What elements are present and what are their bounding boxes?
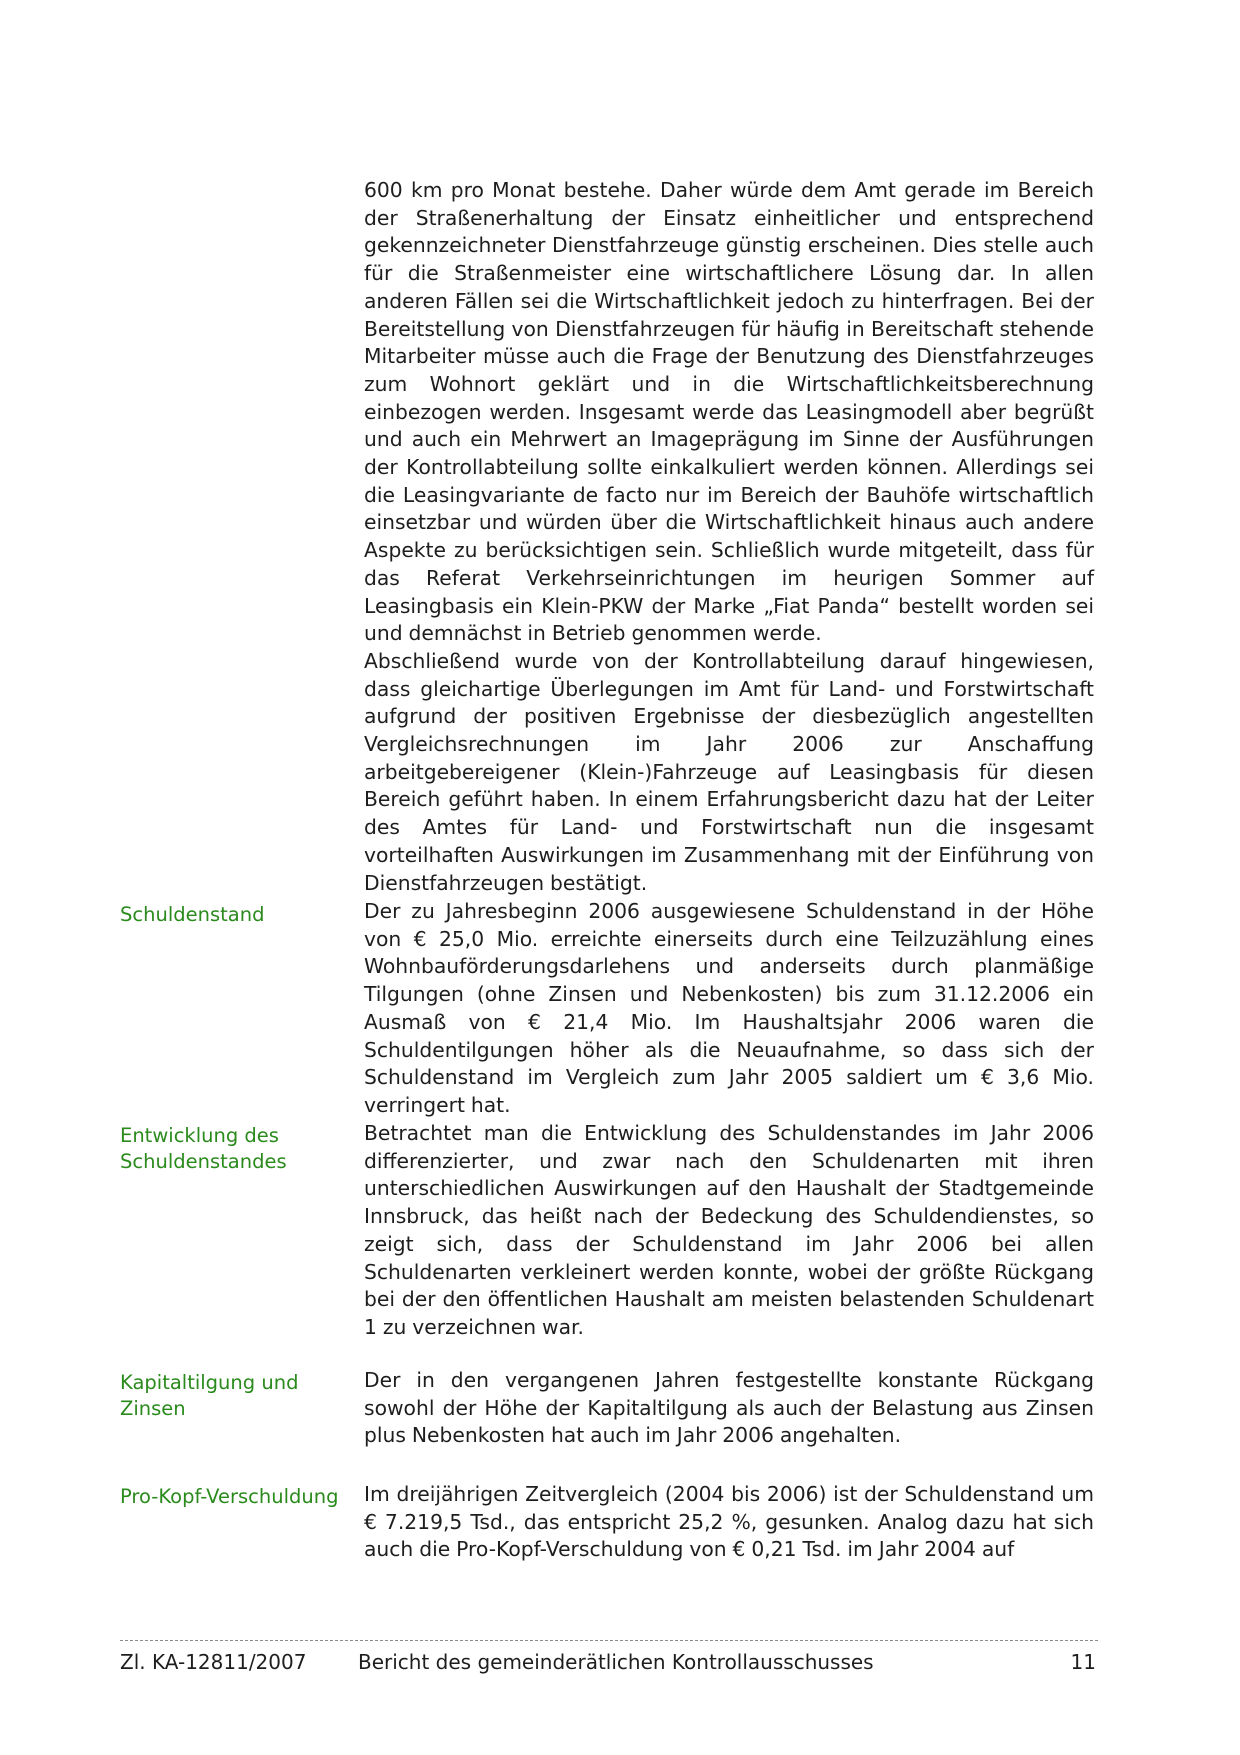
section-paragraph: Betrachtet man die Entwicklung des Schuldenstandes im Jahr 2006 differenzierter, und zwar nach den Schuldenarten mit ihren unterschiedlichen Auswirkungen auf den Haushalt der Stadtgemeinde Innsbruck, das heißt nach der Bedeckung des Schuldendienstes, so zeigt sich, dass der Schuldenstand im Jahr 2006 bei allen Schuldenarten verkleinert werden konnte, wobei der größte Rückgang bei der den öffentlichen Haushalt am meisten belastenden Schuldenart 1 zu verzeichnen war. [364, 1121, 1094, 1339]
footer-reference: Zl. KA-12811/2007 [120, 1650, 307, 1674]
section-paragraph: Der zu Jahresbeginn 2006 ausgewiesene Schuldenstand in der Höhe von € 25,0 Mio. erreichte einerseits durch eine Teilzuzählung eines Wohnbauförderungsdarlehens und anderseits durch planmäßige Tilgungen (ohne Zinsen und Nebenkosten) bis zum 31.12.2006 ein Ausmaß von € 21,4 Mio. Im Haushaltsjahr 2006 waren die Schuldentilgungen höher als die Neuaufnahme, so dass sich der Schuldenstand im Vergleich zum Jahr 2005 saldiert um € 3,6 Mio. verringert hat. [364, 899, 1094, 1117]
margin-label-line: Schuldenstandes [120, 1149, 287, 1173]
margin-label-line: Pro-Kopf-Verschuldung [120, 1485, 339, 1508]
margin-label-line: Zinsen [120, 1396, 186, 1420]
section-entwicklung-text [364, 1120, 1094, 1342]
section-paragraph: Im dreijährigen Zeitvergleich (2004 bis 2006) ist der Schuldenstand um € 7.219,5 Tsd., das entspricht 25,2 %, gesunken. Analog dazu hat sich auch die Pro-Kopf-Verschuldung von € 0,21 Tsd. im Jahr 2004 auf [364, 1482, 1094, 1562]
margin-label-line: Entwicklung des [120, 1124, 279, 1147]
section-schuldenstand-text [364, 898, 1094, 1120]
footer-title: Bericht des gemeinderätlichen Kontrollausschusses [358, 1650, 874, 1674]
margin-label-pro-kopf [120, 1484, 360, 1510]
margin-label-entwicklung [120, 1123, 360, 1174]
footer-divider [120, 1640, 1098, 1641]
margin-label-line: Kapitaltilgung und [120, 1371, 299, 1394]
section-kapitaltilgung-text [364, 1367, 1094, 1450]
section-paragraph: Der in den vergangenen Jahren festgestellte konstante Rückgang sowohl der Höhe der Kapitaltilgung als auch der Belastung aus Zinsen plus Nebenkosten hat auch im Jahr 2006 angehalten. [364, 1368, 1094, 1448]
intro-text-block [364, 177, 1094, 897]
intro-paragraph-1: 600 km pro Monat bestehe. Daher würde dem Amt gerade im Bereich der Straßenerhaltung der Einsatz einheitlicher und entsprechend gekennzeichneter Dienstfahrzeuge günstig erscheinen. Dies stelle auch für die Straßenmeister eine wirtschaftlichere Lösung dar. In allen anderen Fällen sei die Wirtschaftlichkeit jedoch zu hinterfragen. Bei der Bereitstellung von Dienstfahrzeugen für häufig in Bereitschaft stehende Mitarbeiter müsse auch die Frage der Benutzung des Dienstfahrzeuges zum Wohnort geklärt und in die Wirtschaftlichkeitsberechnung einbezogen werden. Insgesamt werde das Leasingmodell aber begrüßt und auch ein Mehrwert an Imageprägung im Sinne der Ausführungen der Kontrollabteilung sollte einkalkuliert werden können. Allerdings sei die Leasingvariante de facto nur im Bereich der Bauhöfe wirtschaftlich einsetzbar und würden über die Wirtschaftlichkeit hinaus auch andere Aspekte zu berücksichtigen sein. Schließlich wurde mitgeteilt, dass für das Referat Verkehrseinrichtungen im heurigen Sommer auf Leasingbasis ein Klein-PKW der Marke „Fiat Panda“ bestellt worden sei und demnächst in Betrieb genommen werde. [364, 178, 1094, 646]
page-number: 11 [1070, 1650, 1096, 1674]
section-pro-kopf-text [364, 1481, 1094, 1564]
margin-label-kapitaltilgung [120, 1370, 360, 1421]
margin-label-line: Schuldenstand [120, 903, 265, 926]
intro-paragraph-2: Abschließend wurde von der Kontrollabteilung darauf hingewiesen, dass gleichartige Überlegungen im Amt für Land- und Forstwirtschaft aufgrund der positiven Ergebnisse der diesbezüglich angestellten Vergleichsrechnungen im Jahr 2006 zur Anschaffung arbeitgebereigener (Klein-)Fahrzeuge auf Leasingbasis für diesen Bereich geführt haben. In einem Erfahrungsbericht dazu hat der Leiter des Amtes für Land- und Forstwirtschaft nun die insgesamt vorteilhaften Auswirkungen im Zusammenhang mit der Einführung von Dienstfahrzeugen bestätigt. [364, 648, 1094, 895]
margin-label-schuldenstand [120, 902, 360, 928]
